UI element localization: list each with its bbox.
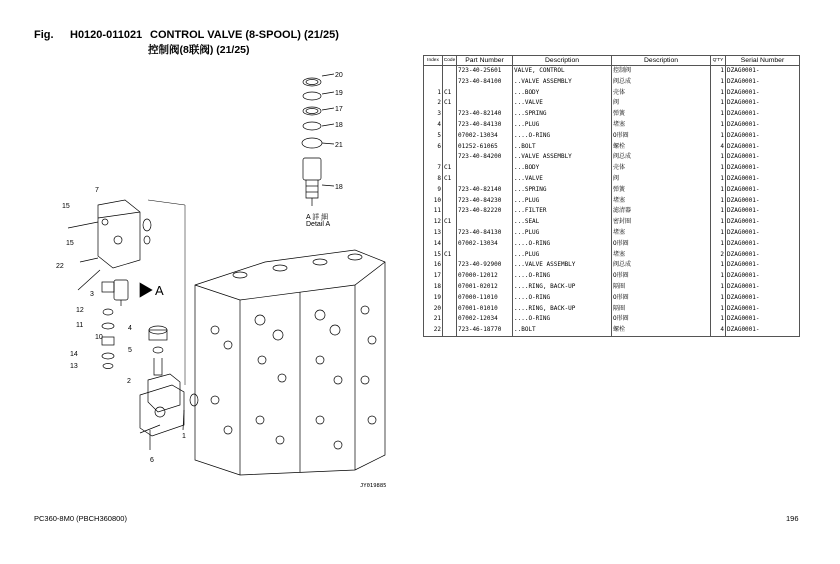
- cell-index: 17: [424, 271, 443, 282]
- cell-desc: ...SPRING: [513, 185, 612, 196]
- cell-desc: ....O-RING: [513, 314, 612, 325]
- fig-label: Fig.: [34, 29, 54, 41]
- callout-11: 11: [76, 322, 84, 329]
- cell-part: 723-40-84130: [457, 228, 513, 239]
- cell-part: 723-46-18770: [457, 325, 513, 336]
- cell-serial: DZAG0001-: [726, 131, 800, 142]
- cell-serial: DZAG0001-: [726, 163, 800, 174]
- cell-desc2: 堵塞: [612, 228, 711, 239]
- parts-table-body: [424, 66, 800, 337]
- table-row: [424, 109, 800, 120]
- col-qty: Q'TY: [711, 56, 726, 66]
- arrow-letter: A: [155, 283, 164, 298]
- cell-qty: 1: [711, 152, 726, 163]
- table-row: [424, 293, 800, 304]
- cell-qty: 2: [711, 250, 726, 261]
- cell-serial: DZAG0001-: [726, 239, 800, 250]
- cell-serial: DZAG0001-: [726, 217, 800, 228]
- cell-index: 16: [424, 260, 443, 271]
- cell-serial: DZAG0001-: [726, 282, 800, 293]
- callout-4: 4: [128, 325, 132, 332]
- cell-code: [443, 271, 457, 282]
- table-row: [424, 304, 800, 315]
- cell-part: 723-40-25601: [457, 66, 513, 77]
- cell-code: C1: [443, 250, 457, 261]
- cell-desc: ...PLUG: [513, 228, 612, 239]
- detail-label-en: Detail A: [306, 221, 331, 228]
- cell-part: [457, 88, 513, 99]
- cell-part: [457, 163, 513, 174]
- table-row: [424, 131, 800, 142]
- cell-desc2: 隔圈: [612, 282, 711, 293]
- cell-part: 723-40-84100: [457, 77, 513, 88]
- cell-qty: 1: [711, 120, 726, 131]
- table-row: [424, 228, 800, 239]
- cell-desc: ....O-RING: [513, 293, 612, 304]
- cell-index: 9: [424, 185, 443, 196]
- cell-index: 8: [424, 174, 443, 185]
- cell-code: C1: [443, 88, 457, 99]
- table-row: [424, 250, 800, 261]
- cell-index: 2: [424, 98, 443, 109]
- cell-qty: 1: [711, 271, 726, 282]
- cell-part: [457, 174, 513, 185]
- callout-14: 14: [70, 351, 78, 358]
- cell-desc2: O形圈: [612, 131, 711, 142]
- cell-desc: ...SEAL: [513, 217, 612, 228]
- cell-desc: ..BOLT: [513, 142, 612, 153]
- cell-qty: 1: [711, 77, 726, 88]
- cell-part: 723-40-82140: [457, 109, 513, 120]
- cell-part: 07002-13034: [457, 239, 513, 250]
- table-row: [424, 196, 800, 207]
- cell-serial: DZAG0001-: [726, 142, 800, 153]
- cell-part: 07001-01010: [457, 304, 513, 315]
- cell-serial: DZAG0001-: [726, 152, 800, 163]
- cell-code: [443, 109, 457, 120]
- cell-part: [457, 217, 513, 228]
- cell-qty: 4: [711, 142, 726, 153]
- cell-index: 5: [424, 131, 443, 142]
- detail-label-ja: A 詳 細: [306, 214, 329, 221]
- page-number: 196: [786, 514, 799, 523]
- footer-model: PC360-8M0 (PBCH360800): [34, 514, 127, 523]
- cell-qty: 1: [711, 131, 726, 142]
- cell-code: [443, 131, 457, 142]
- cell-index: 3: [424, 109, 443, 120]
- cell-desc2: 控制阀: [612, 66, 711, 77]
- cell-desc: VALVE, CONTROL: [513, 66, 612, 77]
- upper-valve-assembly: [68, 200, 152, 306]
- cell-qty: 4: [711, 325, 726, 336]
- callout-19: 19: [335, 90, 343, 97]
- cell-code: [443, 77, 457, 88]
- cell-serial: DZAG0001-: [726, 98, 800, 109]
- cell-part: 07000-11010: [457, 293, 513, 304]
- col-index: Index: [424, 56, 443, 66]
- table-row: [424, 142, 800, 153]
- cell-desc2: 弹簧: [612, 109, 711, 120]
- callout-7: 7: [95, 187, 99, 194]
- table-row: [424, 174, 800, 185]
- cell-desc: ....O-RING: [513, 131, 612, 142]
- cell-desc2: O形圈: [612, 239, 711, 250]
- cell-qty: 1: [711, 174, 726, 185]
- col-description-2: Description: [612, 56, 711, 66]
- cell-desc2: 阀总成: [612, 152, 711, 163]
- cell-serial: DZAG0001-: [726, 120, 800, 131]
- cell-index: 11: [424, 206, 443, 217]
- table-row: [424, 77, 800, 88]
- cell-desc: ...VALVE: [513, 174, 612, 185]
- cell-serial: DZAG0001-: [726, 325, 800, 336]
- cell-code: [443, 293, 457, 304]
- cell-qty: 1: [711, 228, 726, 239]
- cell-serial: DZAG0001-: [726, 293, 800, 304]
- table-header-row: [424, 56, 800, 66]
- cell-desc2: 滤清器: [612, 206, 711, 217]
- cell-desc: ....RING, BACK-UP: [513, 282, 612, 293]
- cell-code: [443, 260, 457, 271]
- cell-desc: ..VALVE ASSEMBLY: [513, 152, 612, 163]
- cell-part: 07000-12012: [457, 271, 513, 282]
- table-row: [424, 120, 800, 131]
- cell-serial: DZAG0001-: [726, 228, 800, 239]
- cell-serial: DZAG0001-: [726, 250, 800, 261]
- col-part-number: Part Number: [457, 56, 513, 66]
- cell-part: 01252-61065: [457, 142, 513, 153]
- cell-part: 723-40-82140: [457, 185, 513, 196]
- callout-3: 3: [90, 291, 94, 298]
- callout-18b: 18: [335, 184, 343, 191]
- cell-desc2: 堵塞: [612, 196, 711, 207]
- callout-18a: 18: [335, 122, 343, 129]
- cell-qty: 1: [711, 217, 726, 228]
- table-row: [424, 260, 800, 271]
- cell-desc2: 阀总成: [612, 260, 711, 271]
- cell-qty: 1: [711, 239, 726, 250]
- table-row: [424, 271, 800, 282]
- table-row: [424, 239, 800, 250]
- table-row: [424, 206, 800, 217]
- cell-index: 14: [424, 239, 443, 250]
- cell-qty: 1: [711, 293, 726, 304]
- parts-table: [423, 55, 800, 337]
- cell-index: 15: [424, 250, 443, 261]
- cell-code: [443, 142, 457, 153]
- callout-12: 12: [76, 307, 84, 314]
- cell-desc2: 螺栓: [612, 325, 711, 336]
- table-row: [424, 88, 800, 99]
- table-row: [424, 152, 800, 163]
- cell-index: 20: [424, 304, 443, 315]
- cell-desc: ....O-RING: [513, 239, 612, 250]
- callout-10: 10: [95, 334, 103, 341]
- cell-index: 6: [424, 142, 443, 153]
- cell-serial: DZAG0001-: [726, 77, 800, 88]
- cell-code: [443, 228, 457, 239]
- cell-code: [443, 120, 457, 131]
- cell-code: [443, 196, 457, 207]
- callout-17: 17: [335, 106, 343, 113]
- cell-desc: ...PLUG: [513, 196, 612, 207]
- cell-desc: ....RING, BACK-UP: [513, 304, 612, 315]
- cell-desc2: 密封圈: [612, 217, 711, 228]
- cell-desc2: 阀总成: [612, 77, 711, 88]
- cell-desc2: 弹簧: [612, 185, 711, 196]
- cell-desc2: O形圈: [612, 314, 711, 325]
- cell-code: [443, 206, 457, 217]
- callout-21: 21: [335, 142, 343, 149]
- cell-serial: DZAG0001-: [726, 304, 800, 315]
- cell-desc: ...VALVE ASSEMBLY: [513, 260, 612, 271]
- cell-qty: 1: [711, 304, 726, 315]
- cell-serial: DZAG0001-: [726, 260, 800, 271]
- cell-index: [424, 77, 443, 88]
- cell-desc: ...PLUG: [513, 120, 612, 131]
- cell-serial: DZAG0001-: [726, 271, 800, 282]
- cell-index: 10: [424, 196, 443, 207]
- cell-part: 723-40-84200: [457, 152, 513, 163]
- cell-desc: ..VALVE ASSEMBLY: [513, 77, 612, 88]
- callout-1: 1: [182, 433, 186, 440]
- cell-index: 1: [424, 88, 443, 99]
- cell-qty: 1: [711, 66, 726, 77]
- cell-serial: DZAG0001-: [726, 109, 800, 120]
- cell-desc: ..BOLT: [513, 325, 612, 336]
- cell-part: [457, 98, 513, 109]
- fig-code: H0120-011021: [70, 29, 143, 41]
- cell-desc: ...PLUG: [513, 250, 612, 261]
- cell-qty: 1: [711, 88, 726, 99]
- cell-desc: ...SPRING: [513, 109, 612, 120]
- cell-qty: 1: [711, 109, 726, 120]
- cell-index: 4: [424, 120, 443, 131]
- callout-22: 22: [56, 263, 64, 270]
- cell-qty: 1: [711, 163, 726, 174]
- callout-2: 2: [127, 378, 131, 385]
- detail-a-parts: [302, 74, 334, 206]
- cell-desc: ...VALVE: [513, 98, 612, 109]
- cell-index: 13: [424, 228, 443, 239]
- cell-serial: DZAG0001-: [726, 314, 800, 325]
- cell-serial: DZAG0001-: [726, 174, 800, 185]
- cell-desc: ...FILTER: [513, 206, 612, 217]
- cell-desc2: 阀: [612, 174, 711, 185]
- cell-index: 19: [424, 293, 443, 304]
- callout-15b: 15: [66, 240, 74, 247]
- cell-desc: ...BODY: [513, 88, 612, 99]
- cell-qty: 1: [711, 196, 726, 207]
- cell-qty: 1: [711, 314, 726, 325]
- page-title: CONTROL VALVE (8-SPOOL) (21/25): [150, 29, 339, 41]
- cell-desc2: 壳体: [612, 88, 711, 99]
- cell-code: [443, 314, 457, 325]
- cell-code: C1: [443, 98, 457, 109]
- page-subtitle: 控制阀(8联阀) (21/25): [148, 44, 250, 56]
- cell-index: [424, 66, 443, 77]
- cell-code: [443, 185, 457, 196]
- col-code: Code: [443, 56, 457, 66]
- cell-qty: 1: [711, 98, 726, 109]
- table-row: [424, 163, 800, 174]
- cell-code: [443, 325, 457, 336]
- cell-serial: DZAG0001-: [726, 196, 800, 207]
- cell-desc2: 阀: [612, 98, 711, 109]
- table-row: [424, 325, 800, 336]
- cell-qty: 1: [711, 282, 726, 293]
- cell-index: 18: [424, 282, 443, 293]
- exploded-diagram: [0, 0, 420, 500]
- cell-code: [443, 304, 457, 315]
- cell-code: C1: [443, 163, 457, 174]
- cell-index: 22: [424, 325, 443, 336]
- cell-code: [443, 282, 457, 293]
- cell-index: [424, 152, 443, 163]
- lower-stack-parts: [102, 282, 198, 450]
- cell-part: 07002-12034: [457, 314, 513, 325]
- cell-code: C1: [443, 217, 457, 228]
- cell-code: [443, 152, 457, 163]
- cell-serial: DZAG0001-: [726, 185, 800, 196]
- cell-desc2: O形圈: [612, 293, 711, 304]
- cell-qty: 1: [711, 260, 726, 271]
- cell-desc2: O形圈: [612, 271, 711, 282]
- cell-desc2: 壳体: [612, 163, 711, 174]
- cell-part: 723-40-84130: [457, 120, 513, 131]
- cell-code: [443, 66, 457, 77]
- callout-5: 5: [128, 347, 132, 354]
- cell-part: 723-40-92900: [457, 260, 513, 271]
- cell-desc: ....O-RING: [513, 271, 612, 282]
- drawing-code: JY019885: [360, 483, 387, 489]
- table-row: [424, 185, 800, 196]
- table-row: [424, 314, 800, 325]
- cell-serial: DZAG0001-: [726, 206, 800, 217]
- cell-code: [443, 239, 457, 250]
- cell-part: 07001-02012: [457, 282, 513, 293]
- callout-6: 6: [150, 457, 154, 464]
- cell-desc2: 隔圈: [612, 304, 711, 315]
- col-serial: Serial Number: [726, 56, 800, 66]
- cell-qty: 1: [711, 185, 726, 196]
- cell-desc2: 堵塞: [612, 250, 711, 261]
- cell-qty: 1: [711, 206, 726, 217]
- table-row: [424, 66, 800, 77]
- cell-index: 21: [424, 314, 443, 325]
- cell-part: 07002-13034: [457, 131, 513, 142]
- cell-part: 723-40-84230: [457, 196, 513, 207]
- table-row: [424, 282, 800, 293]
- cell-index: 12: [424, 217, 443, 228]
- cell-serial: DZAG0001-: [726, 66, 800, 77]
- callout-13: 13: [70, 363, 78, 370]
- cell-serial: DZAG0001-: [726, 88, 800, 99]
- callout-20: 20: [335, 72, 343, 79]
- table-row: [424, 217, 800, 228]
- col-description: Description: [513, 56, 612, 66]
- cell-desc2: 堵塞: [612, 120, 711, 131]
- callout-15a: 15: [62, 203, 70, 210]
- table-row: [424, 98, 800, 109]
- main-valve-body: [195, 250, 385, 475]
- cell-desc2: 螺栓: [612, 142, 711, 153]
- cell-index: 7: [424, 163, 443, 174]
- cell-desc: ...BODY: [513, 163, 612, 174]
- cell-part: [457, 250, 513, 261]
- cell-part: 723-40-82220: [457, 206, 513, 217]
- cell-code: C1: [443, 174, 457, 185]
